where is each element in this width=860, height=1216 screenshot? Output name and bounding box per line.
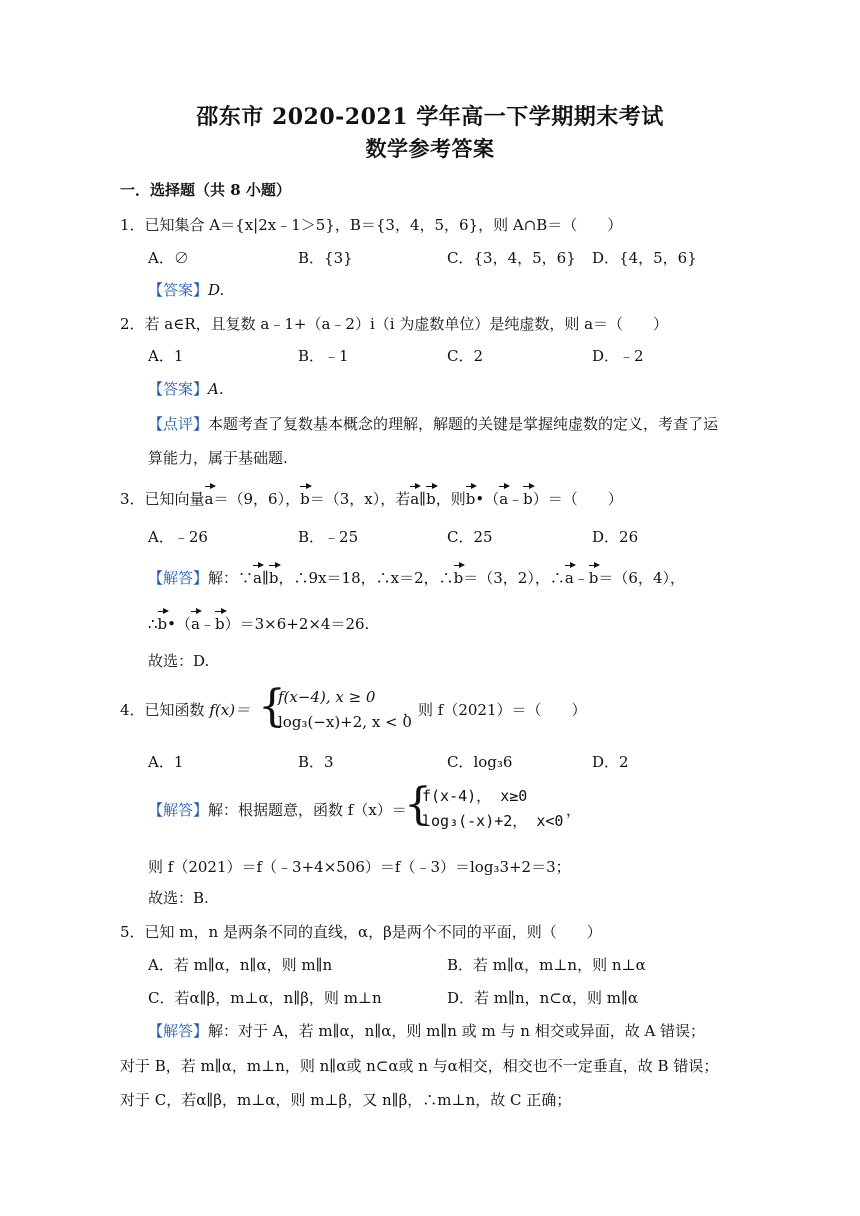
q4-solution-line2: 则 f（2021）＝f（﹣3+4×506）＝f（﹣3）＝log₃3+2＝3； [148, 858, 571, 876]
q4-solution-comma: ， [566, 801, 582, 819]
q1-answer-value: D. [208, 281, 225, 299]
q2-option-c: C．2 [447, 347, 484, 365]
q1-option-b: B．{3} [298, 249, 353, 267]
q3-stem: 3．已知向量a＝（9，6），b＝（3，x），若a∥b，则b•（a﹣b）＝（ ） [120, 490, 623, 508]
q2-comment-line2: 算能力，属于基础题. [148, 449, 288, 467]
vector-a: a [204, 490, 214, 508]
q4-option-c: C．log₃6 [447, 753, 513, 771]
q2-option-a: A．1 [148, 347, 184, 365]
comment-tag: 【点评】 [148, 415, 209, 433]
section-heading: 一．选择题（共 8 小题） [120, 181, 291, 199]
q4-stem-prefix: 4．已知函数 f(x)＝ [120, 701, 251, 719]
q4-brace-icon: { [258, 681, 286, 732]
q5-stem: 5．已知 m，n 是两条不同的直线，α，β是两个不同的平面，则（ ） [120, 923, 602, 941]
q4-solution-brace-icon: { [404, 779, 432, 830]
q4-solution-line1: 【解答】解：根据题意，函数 f（x）＝ [148, 801, 407, 819]
q4-option-a: A．1 [148, 753, 184, 771]
q2-option-b: B．﹣1 [298, 347, 349, 365]
q3-option-c: C．25 [447, 528, 493, 546]
document-subtitle: 数学参考答案 [365, 136, 495, 161]
q5-option-a: A．若 m∥α，n∥α，则 m∥n [148, 956, 333, 974]
q1-option-d: D．{4，5，6} [592, 249, 697, 267]
vector-b: b [300, 490, 310, 508]
q3-option-a: A．﹣26 [148, 528, 208, 546]
answer-tag: 【答案】 [148, 281, 209, 299]
q1-option-c: C．{3，4，5，6} [447, 249, 576, 267]
q2-option-d: D．﹣2 [592, 347, 644, 365]
q3-option-d: D．26 [592, 528, 639, 546]
solution-tag: 【解答】 [148, 1022, 209, 1040]
document-title: 邵东市 2020-2021 学年高一下学期期末考试 [196, 104, 664, 130]
q4-option-b: B．3 [298, 753, 334, 771]
q4-choice: 故选：B. [148, 889, 209, 907]
q5-option-c: C．若α∥β，m⊥α，n∥β，则 m⊥n [148, 989, 382, 1007]
q3-solution-line2: ∴b•（a﹣b）＝3×6+2×4＝26. [148, 615, 370, 633]
q3-solution-line1: 【解答】解：∵a∥b，∴9x＝18，∴x＝2，∴b＝（3，2），∴a﹣b＝（6，4）， [148, 569, 685, 587]
q2-answer-value: A. [208, 380, 224, 398]
q4-case2: log₃(−x)+2, x < 0 [278, 713, 412, 731]
q4-case1: f(x−4), x ≥ 0 [278, 688, 376, 706]
q1-stem: 1．已知集合 A＝{x|2x﹣1＞5}，B＝{3，4，5，6}，则 A∩B＝（ ） [120, 216, 623, 234]
q5-option-b: B．若 m∥α，m⊥n，则 n⊥α [447, 956, 646, 974]
q1-option-a: A．∅ [148, 249, 189, 267]
q1-answer [148, 280, 224, 300]
q3-option-b: B．﹣25 [298, 528, 359, 546]
q3-choice: 故选：D. [148, 652, 210, 670]
q2-stem: 2．若 a∈R，且复数 a﹣1+（a﹣2）i（i 为虚数单位）是纯虚数，则 a＝（ ） [120, 315, 669, 333]
q2-comment-line1: 【点评】本题考查了复数基本概念的理解，解题的关键是掌握纯虚数的定义，考查了运 [148, 415, 719, 433]
q4-stem-suffix: ，则 f（2021）＝（ ） [403, 701, 587, 719]
solution-tag: 【解答】 [148, 801, 209, 819]
q4-solution-case1: f(x-4)， x≥0 [422, 787, 528, 805]
q5-solution-line2: 对于 B，若 m∥α，m⊥n，则 n∥α或 n⊂α或 n 与α相交，相交也不一定垂直，故 B 错误； [120, 1057, 719, 1075]
q2-answer [148, 379, 224, 399]
q5-solution-line3: 对于 C，若α∥β，m⊥α，则 m⊥β，又 n∥β，∴m⊥n，故 C 正确； [120, 1091, 572, 1109]
answer-tag: 【答案】 [148, 380, 209, 398]
solution-tag: 【解答】 [148, 569, 209, 587]
q4-solution-case2: log₃(-x)+2， x<0 [422, 812, 564, 830]
q5-option-d: D．若 m∥n，n⊂α，则 m∥α [447, 989, 639, 1007]
q5-solution-line1: 【解答】解：对于 A，若 m∥α，n∥α，则 m∥n 或 m 与 n 相交或异面，故 A 错误； [148, 1022, 706, 1040]
q4-option-d: D．2 [592, 753, 629, 771]
